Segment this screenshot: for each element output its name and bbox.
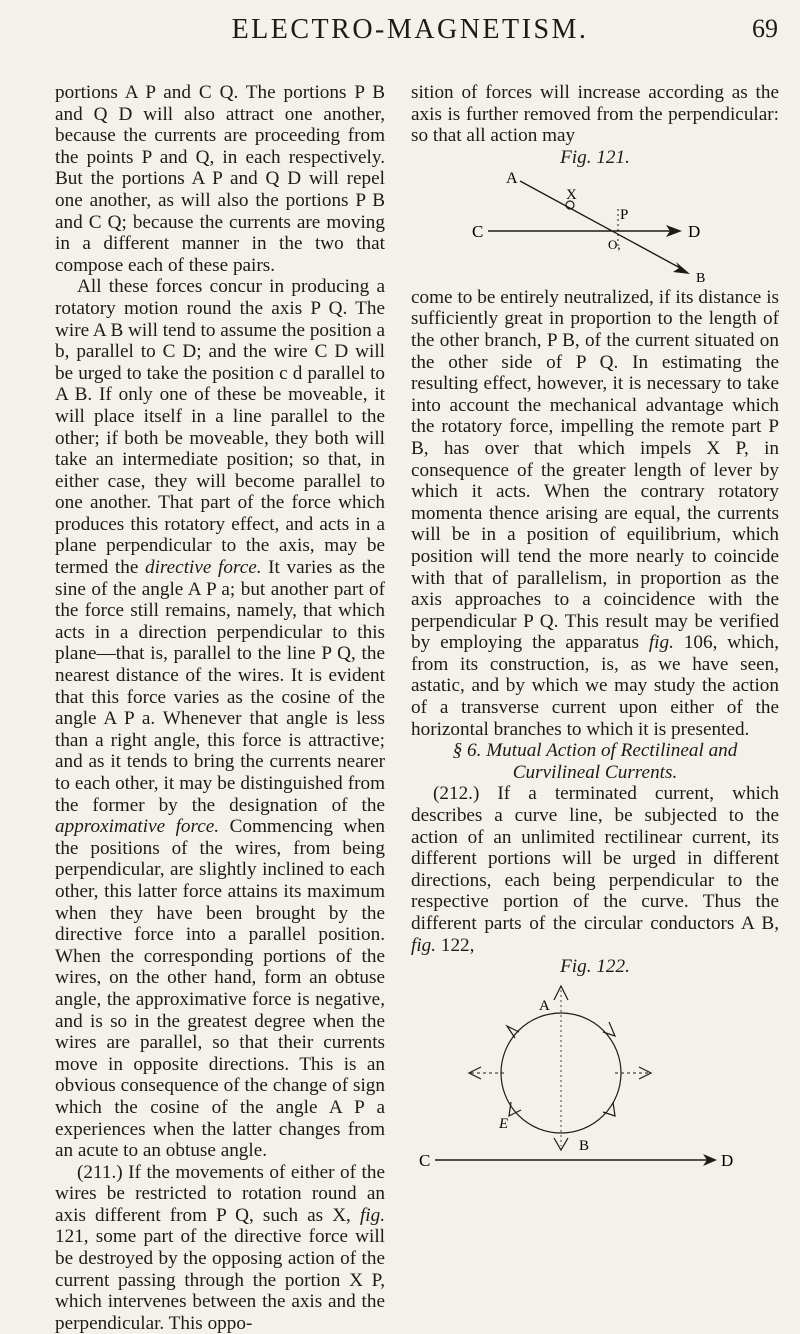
fig-reference: fig. [648,632,674,654]
running-head [0,14,800,44]
figure-121 [470,169,720,287]
page-number: 69 [752,14,778,43]
paragraph-text: All these forces concur in producing a rotatory motion round the axis P Q. The wire A B will tend to assume the position a b, parallel to C D; and the wire C D will be urged to take the position c d parallel to A B. If only one of these be moveable, it will place itself in a line parallel to the other; if both be moveable, they both will take an intermediate position; so that, in either case, they will become parallel to one another. That part of the force which produces this rotatory effect, and acts in a plane perpendicular to the axis, may be termed the [55,276,385,579]
label-e: E [499,1116,509,1133]
figure-122 [411,978,779,1170]
term-directive-force: directive force. [144,557,262,579]
arrow-down [554,1138,568,1150]
label-a: A [506,169,518,187]
line-ab [520,181,682,269]
paragraph-text: (211.) If the movements of either of the wires be restricted to rotation round an axis different from P Q, such as X, [55,1161,385,1226]
paragraph-text: (212.) If a terminated current, which describes a curve line, be subjected to the action of an unlimited rectilinear current, its different portions will be urged in different directions, each being perpendicular to the respective portion of the curve. Thus the different parts of the circular conductors A B, [411,783,779,934]
label-p: P [620,206,629,223]
paragraph-text: 106, which, from its construction, is, as we have seen, astatic, and by which we may study the action of a transverse current upon either of the horizontal branches to which it is presented. [411,632,779,740]
label-b: B [579,1138,590,1155]
label-o: O, [608,236,621,252]
left-column [55,82,385,1334]
paragraph-text: 122, [440,934,475,956]
label-d: D [721,1151,734,1171]
paragraph-text: sition of forces will increase according as the axis is further removed from the perpendicular: so that all action may [411,82,779,147]
section-heading: § 6. Mutual Action of Rectilineal and Curvilineal Currents. [452,740,738,783]
paragraph [55,276,385,1161]
figure-122-caption: Fig. 122. [560,956,630,978]
label-b: B [696,270,706,286]
paragraph [55,82,385,276]
paragraph [411,783,779,956]
label-x: X [566,186,577,203]
paragraph [55,1162,385,1334]
paragraph-text: portions A P and C Q. The portions P B and Q D will also attract one another, because the currents are proceeding from the points P and Q, in each respectively. But the portions A P and Q D will repel one another, as will also the portions P B and C Q; because the currents are moving in a different manner in the two that compose each of these pairs. [55,82,385,276]
paragraph-text: It varies as the sine of the angle A P a; but another part of the force still remains, namely, that which acts in a direction perpendicular to this plane—that is, parallel to the line P Q, the nearest distance of the wires. It is evident that this force varies as the cosine of the angle A P a. Whenever that angle is less than a right angle, this force is attractive; and as it tends to bring the currents nearer to each other, it may be distinguished from the former by the designation of the [55,557,386,816]
arrowhead-b [673,262,690,274]
term-approximative-force: approximative force. [55,816,220,838]
paragraph-text: come to be entirely neutralized, if its distance is sufficiently great in proportion to the length of the other branch, P B, of the current situated on the other side of P Q. In estimating the resulting effect, however, it is necessary to take into account the mechanical advantage which the rotatory force, impelling the remote part P B, has over that which impels X P, in consequence of the greater length of lever by which it acts. When the contrary rotatory momenta thence arising are equal, the currents will be in a position of equilibrium, which position will tend the more nearly to coincide with that of parallelism, in proportion as the axis approaches to a coincidence with the perpendicular P Q. This result may be verified by employing the apparatus [411,286,779,654]
label-d: D [688,221,701,241]
fig-reference: fig. [411,934,437,956]
label-a: A [539,998,550,1015]
arrow-circle-lower-left [509,1102,521,1116]
paragraph-text: 121, some part of the directive force will be destroyed by the opposing action of the current passing through the portion X P, which intervenes between the axis and the perpendicular. This oppo- [55,1226,385,1334]
paragraph [411,287,779,740]
figure-121-caption: Fig. 121. [560,146,630,168]
arrow-circle-upper-right [603,1022,615,1036]
arrow-up [554,986,568,1000]
label-c: C [419,1151,431,1171]
label-c: C [472,221,484,241]
running-title: ELECTRO-MAGNETISM. [231,14,589,45]
fig-reference: fig. [359,1204,385,1226]
paragraph [411,82,779,147]
right-column [411,82,779,1170]
paragraph-text: Commencing when the positions of the wires, from being perpendicular, are slightly inclined to each other, this latter force attains its maximum when they have been brought by the directive force into a parallel position. When the corresponding portions of the wires, on the other hand, form an obtuse angle, the approximative force is negative, and is so in the greatest degree when the wires are parallel, so that their currents move in opposite directions. This is an obvious consequence of the change of sign which the cosine of the angle A P a experiences when the latter changes from an acute to an obtuse angle. [55,816,385,1162]
